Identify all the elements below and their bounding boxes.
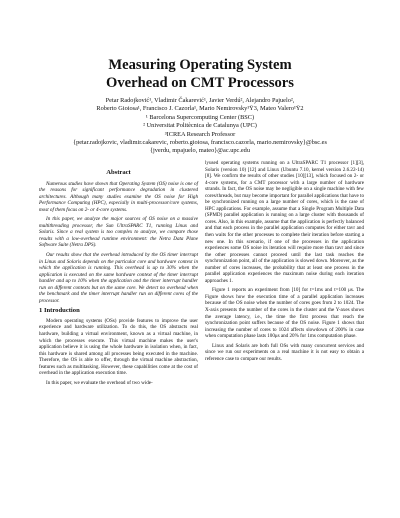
body-paragraph: Linux and Solaris are both full OSs with many concurrent services and since we run our experiments on a real machine it is not easy to obtain a reference case to compare our results. xyxy=(205,342,364,362)
email-line-1: {petar.radojkovic, vladimir.cakarevic, roberto.gioiosa, francisco.cazorla, mario.nemirovsky}@bsc.es xyxy=(73,139,327,147)
abstract-paragraph: Numerous studies have shown that Operating System (OS) noise is one of the reasons for significant performance degradation in clustered architectures. Although many studies examine the OS noise for High Performance Computing (HPC), especially in multi-processor/core systems, most of them focus on 2- or 4-core systems. xyxy=(39,180,198,213)
title-line-1: Measuring Operating System xyxy=(108,57,292,73)
title-line-2: Overhead on CMT Processors xyxy=(106,75,294,91)
affiliation-1: ¹ Barcelona Supercomputing Center (BSC) xyxy=(145,113,255,121)
section-heading: 1 Introduction xyxy=(39,307,80,315)
body-paragraph: Modern operating systems (OSs) provide features to improve the user experience and hardware utilization. To do this, the OS abstracts real hardware, building a virtual environment, known as a virtual machine, in which the processes execute. This virtual machine makes the user's application believe it is using the whole hardware in isolation when, in fact, this hardware is shared among all processes being executed in the machine. Therefore, the OS is able to offer, through the virtual machine abstraction, features such as multitasking. However, these capabilities come at the cost of overhead in the application execution time. xyxy=(39,317,198,377)
authors-line-2: Roberto Gioiosa¹, Francisco J. Cazorla¹, Mario Nemirovsky¹Ȳ3, Mateo Valero¹Ȳ2 xyxy=(96,105,304,113)
left-column xyxy=(39,170,198,389)
abstract-paragraph: In this paper, we analyze the major sources of OS noise on a massive multithreading processor, the Sun UltraSPARC T1, running Linux and Solaris. Since a real system is too complex to analyze, we compare those results with a low-overhead runtime environment: the Netra Data Plane Software Suite (Netra DPS). xyxy=(39,216,198,249)
email-line-2: {jverdu, mpajuelo, mateo}@ac.upc.edu xyxy=(150,147,250,155)
authors-line-1: Petar Radojković¹, Vladimir Čakarević¹, Javier Verdú², Alejandro Pajuelo², xyxy=(105,97,295,104)
body-paragraph: Figure 1 reports an experiment from [10] for t=1ms and t=100 μs. The Figure shows how the execution time of a parallel application increases because of the OS noise when the number of cores goes from 2 to 1024. The X-axis presents the number of the cores in the cluster and the Y-axes shows the average latency, i.e., the time the first process that reach the synchronization point suffers because of the OS noise. Figure 1 shows that increasing the number of cores to 1024 affects slowdown of 200% in case when computation phase lasts 100μs and 20% for 1ms computation phase. xyxy=(205,287,364,340)
body-paragraph: In this paper, we evaluate the overhead of two wide- xyxy=(46,379,153,386)
body-paragraph: lyused operating systems running on a UltraSPARC T1 processor [1][3], Solaris (version 10) [12] and Linux (Ubuntu 7.10, kernel version 2.6.22-14) [8]. We confirm the results of other studies [10][13], which focused on 2- or 4-core systems, for a CMT processor with a large number of hardware strands. In fact, the OS noise may be negligible on a single machine with few cores/threads, but may become important for parallel applications that have to be synchronized running on a large number of cores, which is the case of HPC applications. For example, assume that a Single Program Multiple Data (SPMD) parallel application is running on a large cluster with thousands of cores. Also, in this example, assume that the application is perfectly balanced and that each process in the parallel application computes for either tavr and then waits for the other processes to complete their iteration before starting a new one. In this scenario, if one of the processes in the application experiences some OS noise its iteration will require more than tavr and since the other processes cannot proceed until the last task reaches the synchronization point, all of the application is slowed down. Moreover, as the number of cores increases, the probability that at least one process in the parallel application experiences the maximum noise during each iteration approaches 1. xyxy=(205,160,364,284)
author-block xyxy=(20,97,380,156)
abstract-heading: Abstract xyxy=(106,169,131,176)
abstract xyxy=(39,181,198,305)
abstract-paragraph: Our results show that the overhead introduced by the OS timer interrupt in Linux and Solaris depends on the particular core and hardware context in which the application is running. This overhead is up to 30% when the application is executed on the same hardware context of the timer interrupt handler and up to 10% when the application and the timer interrupt handler run on different contexts but on the same core. We detect no overhead when the benchmark and the timer interrupt handler run on different cores of the processor. xyxy=(39,252,198,304)
paper-title xyxy=(0,56,400,92)
right-column xyxy=(205,160,364,365)
affiliation-3: ³ICREA Research Professor xyxy=(164,130,236,138)
affiliation-2: ² Universitat Politècnica de Catalunya (UPC) xyxy=(143,122,257,130)
